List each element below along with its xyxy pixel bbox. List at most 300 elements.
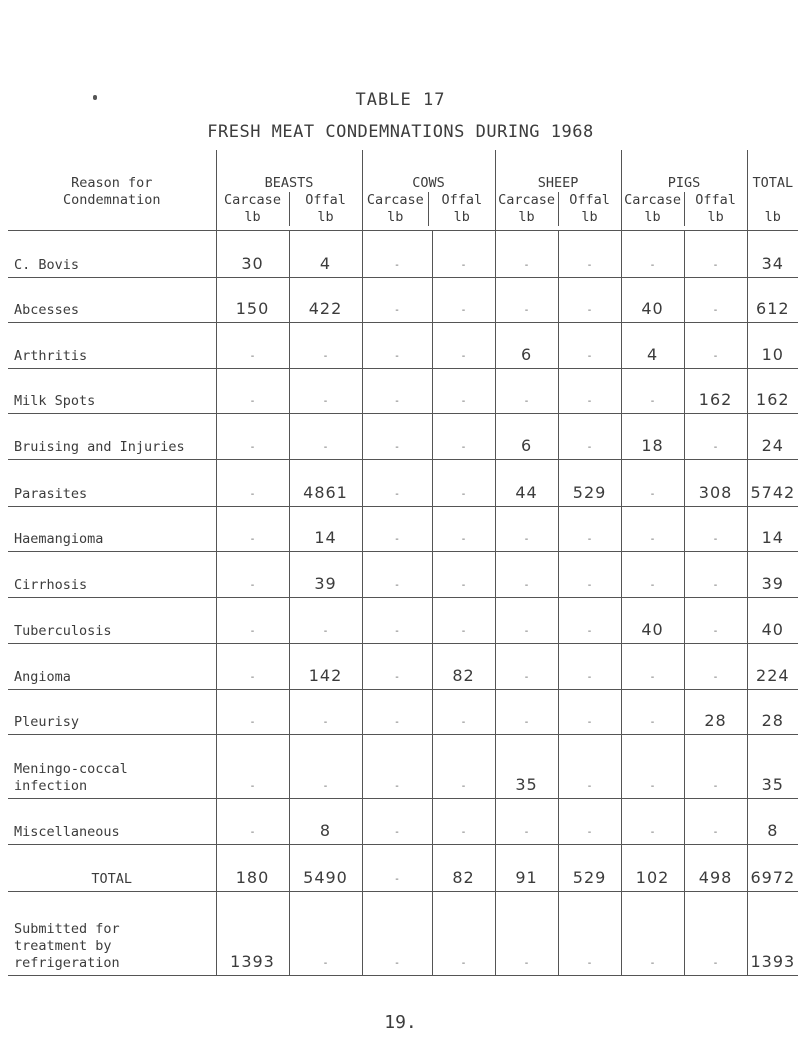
reason-line: refrigeration <box>14 954 120 971</box>
table-row <box>8 734 798 798</box>
value-cell <box>289 597 362 643</box>
nil-dash: - <box>460 441 467 453</box>
value-cell <box>495 689 558 734</box>
nil-dash: - <box>249 780 256 792</box>
nil-dash: - <box>249 671 256 683</box>
value-cell <box>289 643 362 689</box>
unit-label: lb <box>244 209 261 225</box>
cell-value: 91 <box>515 867 538 887</box>
value-cell <box>289 322 362 368</box>
cell-value: 162 <box>756 389 790 409</box>
value-cell <box>495 643 558 689</box>
cell-value: 24 <box>761 435 784 455</box>
value-cell <box>216 459 289 506</box>
sub-label: Carcase <box>498 192 555 208</box>
nil-dash: - <box>394 350 401 362</box>
row-reason: Cirrhosis <box>8 551 216 597</box>
beasts-label: BEASTS <box>264 175 314 191</box>
value-cell <box>684 459 747 506</box>
cell-value: 6 <box>520 344 533 364</box>
cell-value: 4 <box>646 344 659 364</box>
value-cell <box>495 277 558 322</box>
value-cell <box>684 413 747 459</box>
cell-value: 224 <box>756 665 790 685</box>
value-cell <box>362 551 432 597</box>
pigs-label: PIGS <box>667 175 701 191</box>
value-cell <box>495 734 558 798</box>
beasts-header <box>216 150 362 230</box>
value-cell <box>558 230 621 277</box>
table-row <box>8 368 798 413</box>
cell-value: 39 <box>761 573 784 593</box>
value-cell <box>621 368 684 413</box>
nil-dash: - <box>460 304 467 316</box>
nil-dash: - <box>249 826 256 838</box>
value-cell <box>432 597 495 643</box>
cell-value: 28 <box>704 710 727 730</box>
nil-dash: - <box>322 395 329 407</box>
value-cell <box>621 734 684 798</box>
cell-value: 6 <box>520 435 533 455</box>
page-number: 19. <box>384 1012 417 1033</box>
row-reason: Abcesses <box>8 277 216 322</box>
sub-label: Offal <box>695 192 736 208</box>
unit-label: lb <box>453 209 470 225</box>
table-row <box>8 689 798 734</box>
nil-dash: - <box>394 488 401 500</box>
sub-label: Offal <box>569 192 610 208</box>
value-cell <box>432 643 495 689</box>
value-cell <box>747 459 798 506</box>
total-label: TOTAL <box>752 175 794 191</box>
value-cell <box>621 597 684 643</box>
nil-dash: - <box>523 625 530 637</box>
row-reason: TOTAL <box>8 844 216 891</box>
value-cell <box>684 322 747 368</box>
nil-dash: - <box>394 780 401 792</box>
value-cell <box>621 506 684 551</box>
row-reason: Tuberculosis <box>8 597 216 643</box>
nil-dash: - <box>394 873 401 885</box>
value-cell <box>289 844 362 891</box>
total-header <box>747 150 798 230</box>
nil-dash: - <box>322 441 329 453</box>
table-row <box>8 413 798 459</box>
nil-dash: - <box>523 671 530 683</box>
cows-label: COWS <box>412 175 445 191</box>
cell-value: 498 <box>698 867 733 887</box>
nil-dash: - <box>586 957 593 969</box>
nil-dash: - <box>460 625 467 637</box>
nil-dash: - <box>649 579 656 591</box>
value-cell <box>684 368 747 413</box>
reason-header <box>8 150 216 230</box>
cows-offal-header <box>429 192 495 226</box>
reason-line: treatment by <box>14 937 112 954</box>
cell-value: 40 <box>641 298 664 318</box>
nil-dash: - <box>394 716 401 728</box>
cell-value: 28 <box>761 710 784 730</box>
cell-value: 82 <box>452 665 475 685</box>
cell-value: 162 <box>698 389 733 409</box>
value-cell <box>558 734 621 798</box>
value-cell <box>216 230 289 277</box>
row-reason: Miscellaneous <box>8 798 216 844</box>
nil-dash: - <box>649 716 656 728</box>
value-cell <box>216 551 289 597</box>
value-cell <box>289 413 362 459</box>
value-cell <box>684 689 747 734</box>
value-cell <box>747 322 798 368</box>
value-cell <box>289 368 362 413</box>
value-cell <box>495 798 558 844</box>
pigs-offal-header <box>685 192 747 226</box>
value-cell <box>621 413 684 459</box>
value-cell <box>495 413 558 459</box>
cell-value: 82 <box>452 867 475 887</box>
value-cell <box>289 459 362 506</box>
cell-value: 39 <box>314 573 337 593</box>
value-cell <box>362 459 432 506</box>
nil-dash: - <box>394 826 401 838</box>
cell-value: 5742 <box>750 482 796 502</box>
value-cell <box>362 643 432 689</box>
nil-dash: - <box>649 957 656 969</box>
value-cell <box>432 689 495 734</box>
nil-dash: - <box>523 716 530 728</box>
nil-dash: - <box>586 579 593 591</box>
nil-dash: - <box>586 395 593 407</box>
value-cell <box>362 506 432 551</box>
value-cell <box>216 689 289 734</box>
table-row <box>8 551 798 597</box>
value-cell <box>216 891 289 975</box>
value-cell <box>216 322 289 368</box>
value-cell <box>362 689 432 734</box>
cows-header <box>362 150 495 230</box>
value-cell <box>558 597 621 643</box>
value-cell <box>362 891 432 975</box>
value-cell <box>216 597 289 643</box>
nil-dash: - <box>523 304 530 316</box>
value-cell <box>432 551 495 597</box>
unit-label: lb <box>581 209 598 225</box>
row-reason <box>8 734 216 798</box>
cell-value: 1393 <box>230 951 275 971</box>
value-cell <box>684 277 747 322</box>
reason-line: Meningo-coccal <box>14 760 128 777</box>
value-cell <box>684 643 747 689</box>
beasts-offal-header <box>290 192 362 226</box>
value-cell <box>684 230 747 277</box>
nil-dash: - <box>322 625 329 637</box>
beasts-carcase-header <box>217 192 290 226</box>
nil-dash: - <box>712 259 719 271</box>
table-row <box>8 230 798 277</box>
unit-label: lb <box>518 209 535 225</box>
value-cell <box>558 798 621 844</box>
cell-value: 529 <box>572 867 607 887</box>
value-cell <box>289 506 362 551</box>
nil-dash: - <box>249 625 256 637</box>
value-cell <box>558 844 621 891</box>
nil-dash: - <box>649 259 656 271</box>
nil-dash: - <box>586 780 593 792</box>
value-cell <box>621 891 684 975</box>
value-cell <box>432 844 495 891</box>
value-cell <box>558 413 621 459</box>
nil-dash: - <box>249 350 256 362</box>
value-cell <box>621 844 684 891</box>
unit-label: lb <box>707 209 724 225</box>
nil-dash: - <box>460 350 467 362</box>
nil-dash: - <box>523 395 530 407</box>
value-cell <box>432 230 495 277</box>
value-cell <box>495 597 558 643</box>
nil-dash: - <box>712 826 719 838</box>
nil-dash: - <box>394 671 401 683</box>
value-cell <box>432 734 495 798</box>
value-cell <box>289 798 362 844</box>
value-cell <box>289 230 362 277</box>
nil-dash: - <box>586 671 593 683</box>
value-cell <box>216 506 289 551</box>
value-cell <box>558 643 621 689</box>
cell-value: 612 <box>756 298 790 318</box>
nil-dash: - <box>586 716 593 728</box>
value-cell <box>558 506 621 551</box>
value-cell <box>362 413 432 459</box>
cell-value: 35 <box>515 774 538 794</box>
nil-dash: - <box>586 350 593 362</box>
cell-value: 35 <box>761 774 784 794</box>
nil-dash: - <box>712 671 719 683</box>
nil-dash: - <box>460 259 467 271</box>
reason-line: infection <box>14 777 88 794</box>
row-reason <box>8 891 216 975</box>
table-row <box>8 322 798 368</box>
value-cell <box>684 551 747 597</box>
value-cell <box>495 459 558 506</box>
value-cell <box>362 597 432 643</box>
value-cell <box>621 322 684 368</box>
cell-value: 40 <box>641 619 664 639</box>
reason-line: Submitted for <box>14 920 120 937</box>
cell-value: 180 <box>235 867 270 887</box>
pigs-carcase-header <box>622 192 685 226</box>
cell-value: 4861 <box>303 482 348 502</box>
nil-dash: - <box>249 441 256 453</box>
nil-dash: - <box>460 826 467 838</box>
cell-value: 34 <box>761 253 784 273</box>
sub-label: Carcase <box>366 192 424 208</box>
table-caption: FRESH MEAT CONDEMNATIONS DURING 1968 <box>207 122 594 142</box>
nil-dash: - <box>712 957 719 969</box>
value-cell <box>621 230 684 277</box>
value-cell <box>747 643 798 689</box>
header-row <box>8 150 798 230</box>
value-cell <box>495 322 558 368</box>
table-row <box>8 643 798 689</box>
value-cell <box>432 891 495 975</box>
value-cell <box>362 277 432 322</box>
value-cell <box>432 413 495 459</box>
nil-dash: - <box>586 259 593 271</box>
cell-value: 8 <box>319 820 332 840</box>
nil-dash: - <box>649 826 656 838</box>
value-cell <box>621 459 684 506</box>
value-cell <box>558 891 621 975</box>
reason-header-line-1: Reason for <box>71 175 153 191</box>
value-cell <box>216 734 289 798</box>
total-row <box>8 844 798 891</box>
value-cell <box>495 506 558 551</box>
value-cell <box>558 277 621 322</box>
cell-value: 529 <box>572 482 607 502</box>
cell-value: 14 <box>314 527 337 547</box>
row-reason: Angioma <box>8 643 216 689</box>
row-reason: Pleurisy <box>8 689 216 734</box>
unit-label: lb <box>387 209 404 225</box>
value-cell <box>558 689 621 734</box>
nil-dash: - <box>523 826 530 838</box>
cell-value: 102 <box>635 867 670 887</box>
nil-dash: - <box>460 579 467 591</box>
nil-dash: - <box>394 304 401 316</box>
nil-dash: - <box>460 780 467 792</box>
value-cell <box>747 413 798 459</box>
value-cell <box>621 798 684 844</box>
unit-label: lb <box>317 209 334 225</box>
value-cell <box>747 551 798 597</box>
value-cell <box>362 734 432 798</box>
nil-dash: - <box>712 780 719 792</box>
nil-dash: - <box>586 441 593 453</box>
value-cell <box>362 844 432 891</box>
nil-dash: - <box>649 671 656 683</box>
value-cell <box>432 322 495 368</box>
nil-dash: - <box>394 259 401 271</box>
sheep-header <box>495 150 621 230</box>
nil-dash: - <box>394 441 401 453</box>
value-cell <box>216 413 289 459</box>
nil-dash: - <box>460 716 467 728</box>
value-cell <box>747 277 798 322</box>
value-cell <box>558 551 621 597</box>
value-cell <box>495 891 558 975</box>
table-row <box>8 597 798 643</box>
value-cell <box>684 798 747 844</box>
sub-label: Offal <box>441 192 483 208</box>
row-reason: C. Bovis <box>8 230 216 277</box>
value-cell <box>747 891 798 975</box>
value-cell <box>216 277 289 322</box>
row-reason: Arthritis <box>8 322 216 368</box>
value-cell <box>621 277 684 322</box>
value-cell <box>289 689 362 734</box>
cell-value: 8 <box>767 820 779 840</box>
value-cell <box>684 844 747 891</box>
cell-value: 30 <box>241 253 264 273</box>
nil-dash: - <box>586 304 593 316</box>
value-cell <box>747 597 798 643</box>
value-cell <box>362 230 432 277</box>
table-number: TABLE 17 <box>355 90 446 110</box>
cell-value: 44 <box>515 482 538 502</box>
nil-dash: - <box>712 579 719 591</box>
value-cell <box>289 734 362 798</box>
nil-dash: - <box>249 395 256 407</box>
sub-label: Offal <box>305 192 346 208</box>
nil-dash: - <box>649 488 656 500</box>
value-cell <box>216 368 289 413</box>
value-cell <box>216 798 289 844</box>
nil-dash: - <box>249 579 256 591</box>
nil-dash: - <box>460 488 467 500</box>
reason-header-line-2: Condemnation <box>62 192 161 208</box>
nil-dash: - <box>712 350 719 362</box>
nil-dash: - <box>249 533 256 545</box>
value-cell <box>495 844 558 891</box>
sub-label: Carcase <box>624 192 681 208</box>
nil-dash: - <box>394 625 401 637</box>
value-cell <box>495 551 558 597</box>
sheep-carcase-header <box>496 192 559 226</box>
value-cell <box>621 643 684 689</box>
cows-carcase-header <box>363 192 430 226</box>
nil-dash: - <box>523 579 530 591</box>
value-cell <box>558 459 621 506</box>
refrigeration-row <box>8 891 798 975</box>
nil-dash: - <box>460 957 467 969</box>
row-reason: Bruising and Injuries <box>8 413 216 459</box>
nil-dash: - <box>394 533 401 545</box>
value-cell <box>684 597 747 643</box>
nil-dash: - <box>523 957 530 969</box>
cell-value: 10 <box>761 344 784 364</box>
value-cell <box>684 891 747 975</box>
value-cell <box>432 459 495 506</box>
value-cell <box>362 322 432 368</box>
nil-dash: - <box>460 533 467 545</box>
nil-dash: - <box>249 716 256 728</box>
value-cell <box>495 368 558 413</box>
value-cell <box>747 798 798 844</box>
value-cell <box>621 689 684 734</box>
nil-dash: - <box>586 826 593 838</box>
value-cell <box>558 322 621 368</box>
nil-dash: - <box>649 780 656 792</box>
cell-value: 308 <box>698 482 733 502</box>
value-cell <box>289 551 362 597</box>
cell-value: 40 <box>761 619 784 639</box>
nil-dash: - <box>649 533 656 545</box>
row-reason: Haemangioma <box>8 506 216 551</box>
value-cell <box>747 844 798 891</box>
table-row <box>8 798 798 844</box>
value-cell <box>432 368 495 413</box>
value-cell <box>747 689 798 734</box>
row-reason: Milk Spots <box>8 368 216 413</box>
value-cell <box>216 844 289 891</box>
unit-label: lb <box>644 209 661 225</box>
value-cell <box>362 368 432 413</box>
cell-value: 5490 <box>303 867 348 887</box>
cell-value: 422 <box>308 298 343 318</box>
value-cell <box>495 230 558 277</box>
pigs-header <box>621 150 747 230</box>
nil-dash: - <box>394 579 401 591</box>
